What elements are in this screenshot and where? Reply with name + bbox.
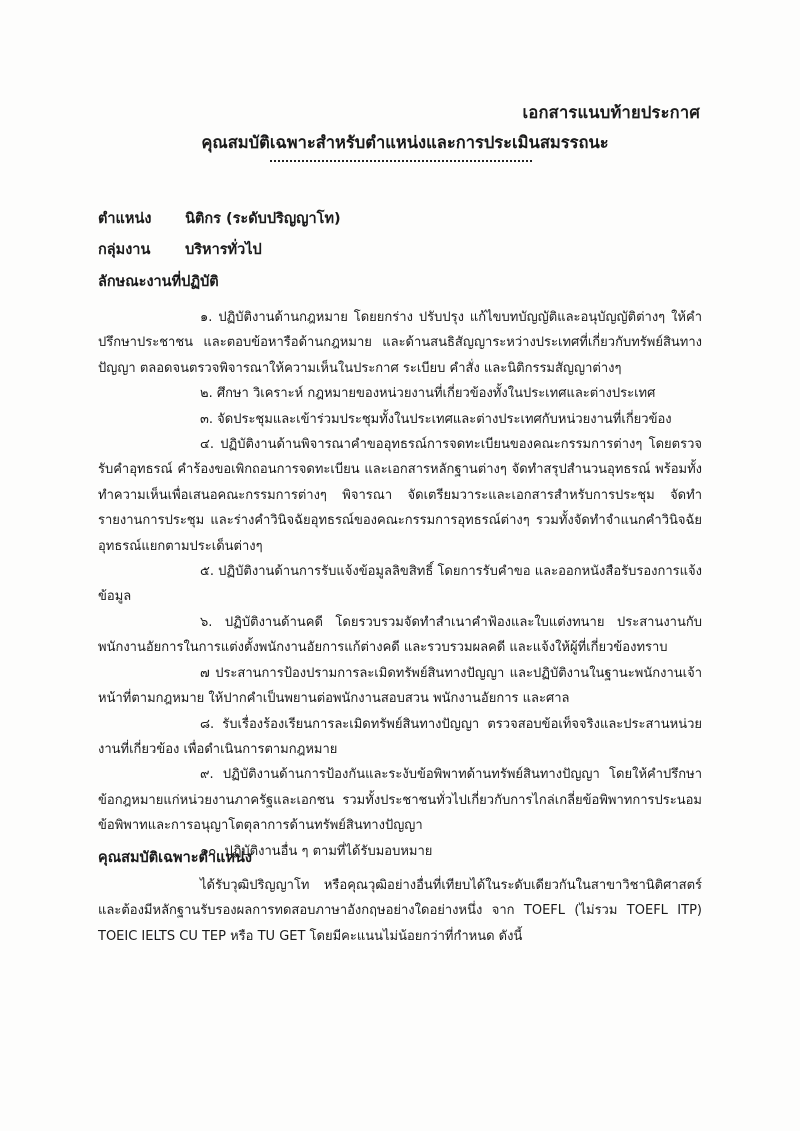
duty-item-5: ๕. ปฏิบัติงานด้านการรับแจ้งข้อมูลลิขสิทธิ์ โดยการรับคำขอ และออกหนังสือรับรองการแจ้งข้อมูล — [98, 564, 702, 605]
position-label: ตำแหน่ง — [98, 211, 152, 227]
qualifications-body — [98, 873, 702, 949]
duty-item-10: ๑๐. ปฏิบัติงานอื่น ๆ ตามที่ได้รับมอบหมาย — [200, 843, 433, 859]
duty-item-9: ๙. ปฏิบัติงานด้านการป้องกันและระงับข้อพิพาทด้านทรัพย์สินทางปัญญา โดยให้คำปรึกษาข้อกฎหมายแก่หน่วยงานภาครัฐและเอกชน รวมทั้งประชาชนทั่วไปเกี่ยวกับการไกล่เกลี่ยข้อพิพาทการประนอมข้อพิพาทและการอนุญาโตตุลาการด้านทรัพย์สินทางปัญญา — [98, 767, 702, 834]
group-value: บริหารทั่วไป — [185, 242, 262, 258]
duty-item-6: ๖. ปฏิบัติงานด้านคดี โดยรวบรวมจัดทำสำเนาคำฟ้องและใบแต่งทนาย ประสานงานกับพนักงานอัยการในการแต่งตั้งพนักงานอัยการแก้ต่างคดี และรวบรวมผลคดี และแจ้งให้ผู้ที่เกี่ยวข้องทราบ — [98, 614, 702, 656]
qualifications-text: ได้รับวุฒิปริญญาโท หรือคุณวุฒิอย่างอื่นที่เทียบได้ในระดับเดียวกันในสาขาวิชานิติศาสตร์ และต้องมีหลักฐานรับรองผลการทดสอบภาษาอังกฤษอย่างใดอย่างหนึ่ง จาก TOEFL (ไม่รวม TOEFL ITP) TOEIC IELTS CU TEP หรือ TU GET โดยมีคะแนนไม่น้อยกว่าที่กำหนด ดังนี้ — [98, 878, 702, 944]
duty-item-8: ๘. รับเรื่องร้องเรียนการละเมิดทรัพย์สินทางปัญญา ตรวจสอบข้อเท็จจริงและประสานหน่วยงานที่เกี่ยวข้อง เพื่อดำเนินการตามกฎหมาย — [98, 716, 702, 757]
position-value: นิติกร (ระดับปริญญาโท) — [185, 211, 341, 227]
qualifications-heading: คุณสมบัติเฉพาะตำแหน่ง — [98, 850, 252, 866]
duties-list — [98, 305, 702, 864]
document-title: คุณสมบัติเฉพาะสำหรับตำแหน่งและการประเมินสมรรถนะ — [201, 133, 609, 152]
annex-label: เอกสารแนบท้ายประกาศ — [522, 103, 700, 122]
group-row — [98, 238, 262, 261]
duty-item-2: ๒. ศึกษา วิเคราะห์ กฎหมายของหน่วยงานที่เกี่ยวข้องทั้งในประเทศและต่างประเทศ — [200, 386, 656, 402]
duty-item-7: ๗ ประสานการป้องปรามการละเมิดทรัพย์สินทางปัญญา และปฏิบัติงานในฐานะพนักงานเจ้าหน้าที่ตามกฎหมาย ให้ปากคำเป็นพยานต่อพนักงานสอบสวน พนักงานอัยการ และศาล — [98, 665, 702, 707]
duty-item-4: ๔. ปฏิบัติงานด้านพิจารณาคำขออุทธรณ์การจดทะเบียนของคณะกรรมการต่างๆ โดยตรวจรับคำอุทธรณ์ คำร้องขอเพิกถอนการจดทะเบียน และเอกสารหลักฐานต่างๆ จัดทำสรุปสำนวนอุทธรณ์ พร้อมทั้งทำความเห็นเพื่อเสนอคณะกรรมการต่างๆ พิจารณา จัดเตรียมวาระและเอกสารสำหรับการประชุม จัดทำรายงานการประชุม และร่างคำวินิจฉัยอุทธรณ์ของคณะกรรมการอุทธรณ์ต่างๆ รวมทั้งจัดทำจำแนกคำวินิจฉัยอุทธรณ์แยกตามประเด็นต่างๆ — [98, 437, 702, 554]
group-label: กลุ่มงาน — [98, 242, 151, 258]
dotted-divider — [270, 160, 532, 162]
duties-heading: ลักษณะงานที่ปฏิบัติ — [98, 274, 219, 290]
position-row — [98, 207, 341, 230]
duty-item-1: ๑. ปฏิบัติงานด้านกฎหมาย โดยยกร่าง ปรับปรุง แก้ไขบทบัญญัติและอนุบัญญัติต่างๆ ให้คำปรึกษาประชาชน และตอบข้อหารือด้านกฎหมาย และด้านสนธิสัญญาระหว่างประเทศที่เกี่ยวกับทรัพย์สินทางปัญญา ตลอดจนตรวจพิจารณาให้ความเห็นในประกาศ ระเบียบ คำสั่ง และนิติกรรมสัญญาต่างๆ — [98, 310, 702, 376]
duty-item-3: ๓. จัดประชุมและเข้าร่วมประชุมทั้งในประเทศและต่างประเทศกับหน่วยงานที่เกี่ยวข้อง — [200, 411, 672, 427]
